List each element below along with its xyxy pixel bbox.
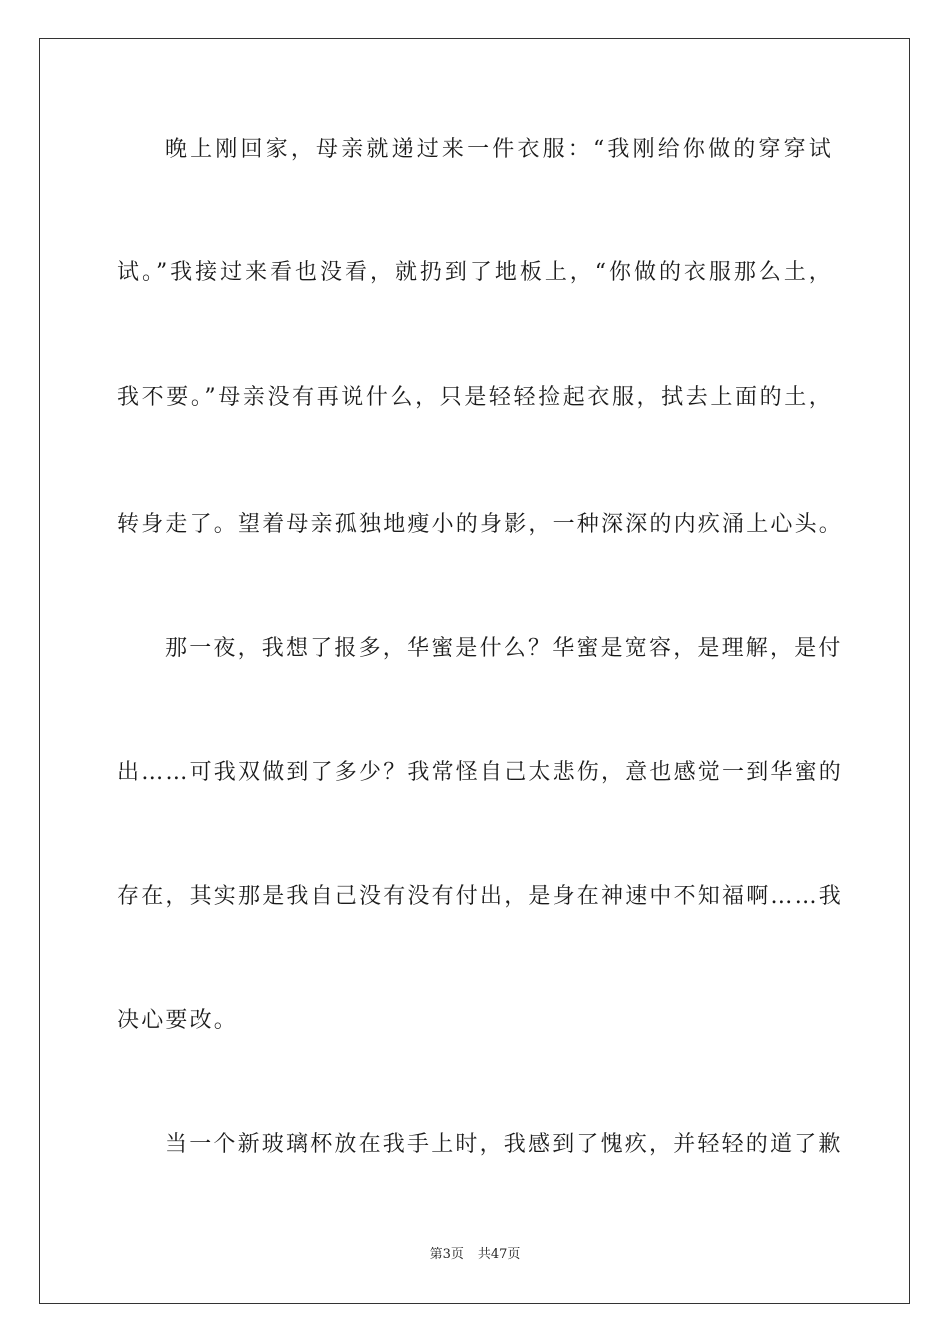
total-pages: 共47页 — [477, 1247, 521, 1262]
paragraph-line: 当一个新玻璃杯放在我手上时，我感到了愧疚，并轻轻的道了歉 — [165, 1132, 843, 1157]
paragraph-line: 出……可我双做到了多少？我常怪自己太悲伤，意也感觉一到华蜜的 — [117, 760, 844, 785]
paragraph-line: 决心要改。 — [117, 1008, 239, 1033]
paragraph-line: 存在，其实那是我自己没有没有付出，是身在神速中不知福啊……我 — [117, 884, 844, 909]
paragraph-line: 我不要。”母亲没有再说什么，只是轻轻捡起衣服，拭去上面的土， — [117, 385, 833, 410]
paragraph-line: 那一夜，我想了报多，华蜜是什么？华蜜是宽容，是理解，是付 — [165, 636, 843, 661]
page-border — [39, 38, 910, 1304]
page-number: 第3页 — [429, 1247, 464, 1262]
paragraph-line: 转身走了。望着母亲孤独地瘦小的身影，一种深深的内疚涌上心头。 — [117, 512, 844, 537]
page-footer — [0, 1246, 950, 1264]
paragraph-line: 晚上刚回家，母亲就递过来一件衣服：“我刚给你做的穿穿试 — [165, 137, 833, 162]
paragraph-line: 试。”我接过来看也没看，就扔到了地板上，“你做的衣服那么土， — [117, 260, 833, 285]
